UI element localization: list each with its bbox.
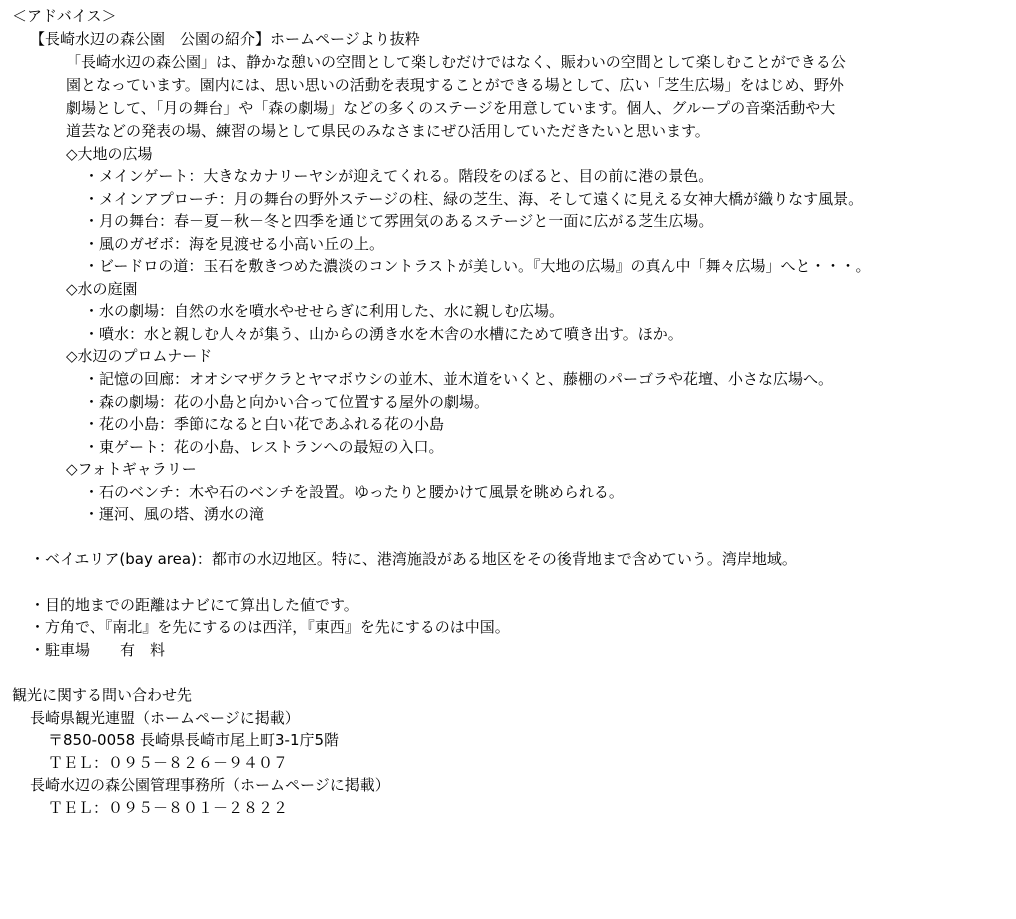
list-item: ・東ゲート：花の小島、レストランへの最短の入口。 [84, 438, 444, 456]
list-item: ・メインアプローチ：月の舞台の野外ステージの柱、緑の芝生、海、そして遠くに見える女神大橋が織りなす風景。 [84, 190, 864, 208]
section-title-photo: ◇フォトギャラリー [66, 460, 197, 478]
section-title-mizu: ◇水の庭園 [66, 280, 138, 298]
list-item: ・花の小島：季節になると白い花であふれる花の小島 [84, 415, 445, 433]
intro-line: 「長崎水辺の森公園」は、静かな憩いの空間として楽しむだけではなく、賑わいの空間として楽しむことができる公 [66, 53, 846, 71]
contact-org1-address: 〒850-0058 長崎県長崎市尾上町3-1庁5階 [48, 731, 340, 749]
list-item: ・風のガゼボ：海を見渡せる小高い丘の上。 [84, 235, 385, 253]
contact-org2-name: 長崎水辺の森公園管理事務所（ホームページに掲載） [30, 776, 390, 794]
list-item: ・ビードロの道：玉石を敷きつめた濃淡のコントラストが美しい。『大地の広場』の真ん中「舞々広場」へと・・・。 [84, 257, 871, 275]
contact-org2-tel: ＴＥＬ：０９５－８０１－２８２２ [48, 799, 289, 817]
intro-line: 劇場として、「月の舞台」や「森の劇場」などの多くのステージを用意しています。個人、グループの音楽活動や大 [66, 99, 836, 117]
section-title-daichi: ◇大地の広場 [66, 145, 153, 163]
intro-line: 園となっています。園内には、思い思いの活動を表現することができる場として、広い「芝生広場」をはじめ、野外 [66, 76, 844, 94]
note-direction: ・方角で、『南北』を先にするのは西洋，『東西』を先にするのは中国。 [30, 618, 510, 636]
contact-heading: 観光に関する問い合わせ先 [12, 686, 193, 704]
list-item: ・メインゲート：大きなカナリーヤシが迎えてくれる。階段をのぼると、目の前に港の景色。 [84, 167, 714, 185]
section-title-promenade: ◇水辺のプロムナード [66, 347, 213, 365]
list-item: ・森の劇場：花の小島と向かい合って位置する屋外の劇場。 [84, 393, 490, 411]
list-item: ・記憶の回廊：オオシマザクラとヤマボウシの並木、並木道をいくと、藤棚のパーゴラや花壇、小さな広場へ。 [84, 370, 833, 388]
note-distance: ・目的地までの距離はナビにて算出した値です。 [30, 596, 359, 614]
contact-org1-tel: ＴＥＬ：０９５－８２６－９４０７ [48, 754, 289, 772]
source-title: 【長崎水辺の森公園 公園の紹介】ホームページより抜粋 [30, 30, 420, 48]
list-item: ・石のベンチ：木や石のベンチを設置。ゆったりと腰かけて風景を眺められる。 [84, 483, 624, 501]
note-parking: ・駐車場 有 料 [30, 641, 166, 659]
list-item: ・噴水：水と親しむ人々が集う、山からの湧き水を木舎の水槽にためて噴き出す。ほか。 [84, 325, 683, 343]
list-item: ・月の舞台：春－夏－秋－冬と四季を通じて雰囲気のあるステージと一面に広がる芝生広場。 [84, 212, 714, 230]
list-item: ・水の劇場：自然の水を噴水やせせらぎに利用した、水に親しむ広場。 [84, 302, 565, 320]
note-bay-area: ・ベイエリア(bay area)：都市の水辺地区。特に、港湾施設がある地区をその後背地まで含めていう。湾岸地域。 [30, 550, 797, 568]
advice-heading: ＜アドバイス＞ [12, 7, 117, 25]
list-item: ・運河、風の塔、湧水の滝 [84, 505, 265, 523]
intro-line: 道芸などの発表の場、練習の場として県民のみなさまにぜひ活用していただきたいと思います。 [66, 122, 710, 140]
contact-org1-name: 長崎県観光連盟（ホームページに掲載） [30, 709, 300, 727]
